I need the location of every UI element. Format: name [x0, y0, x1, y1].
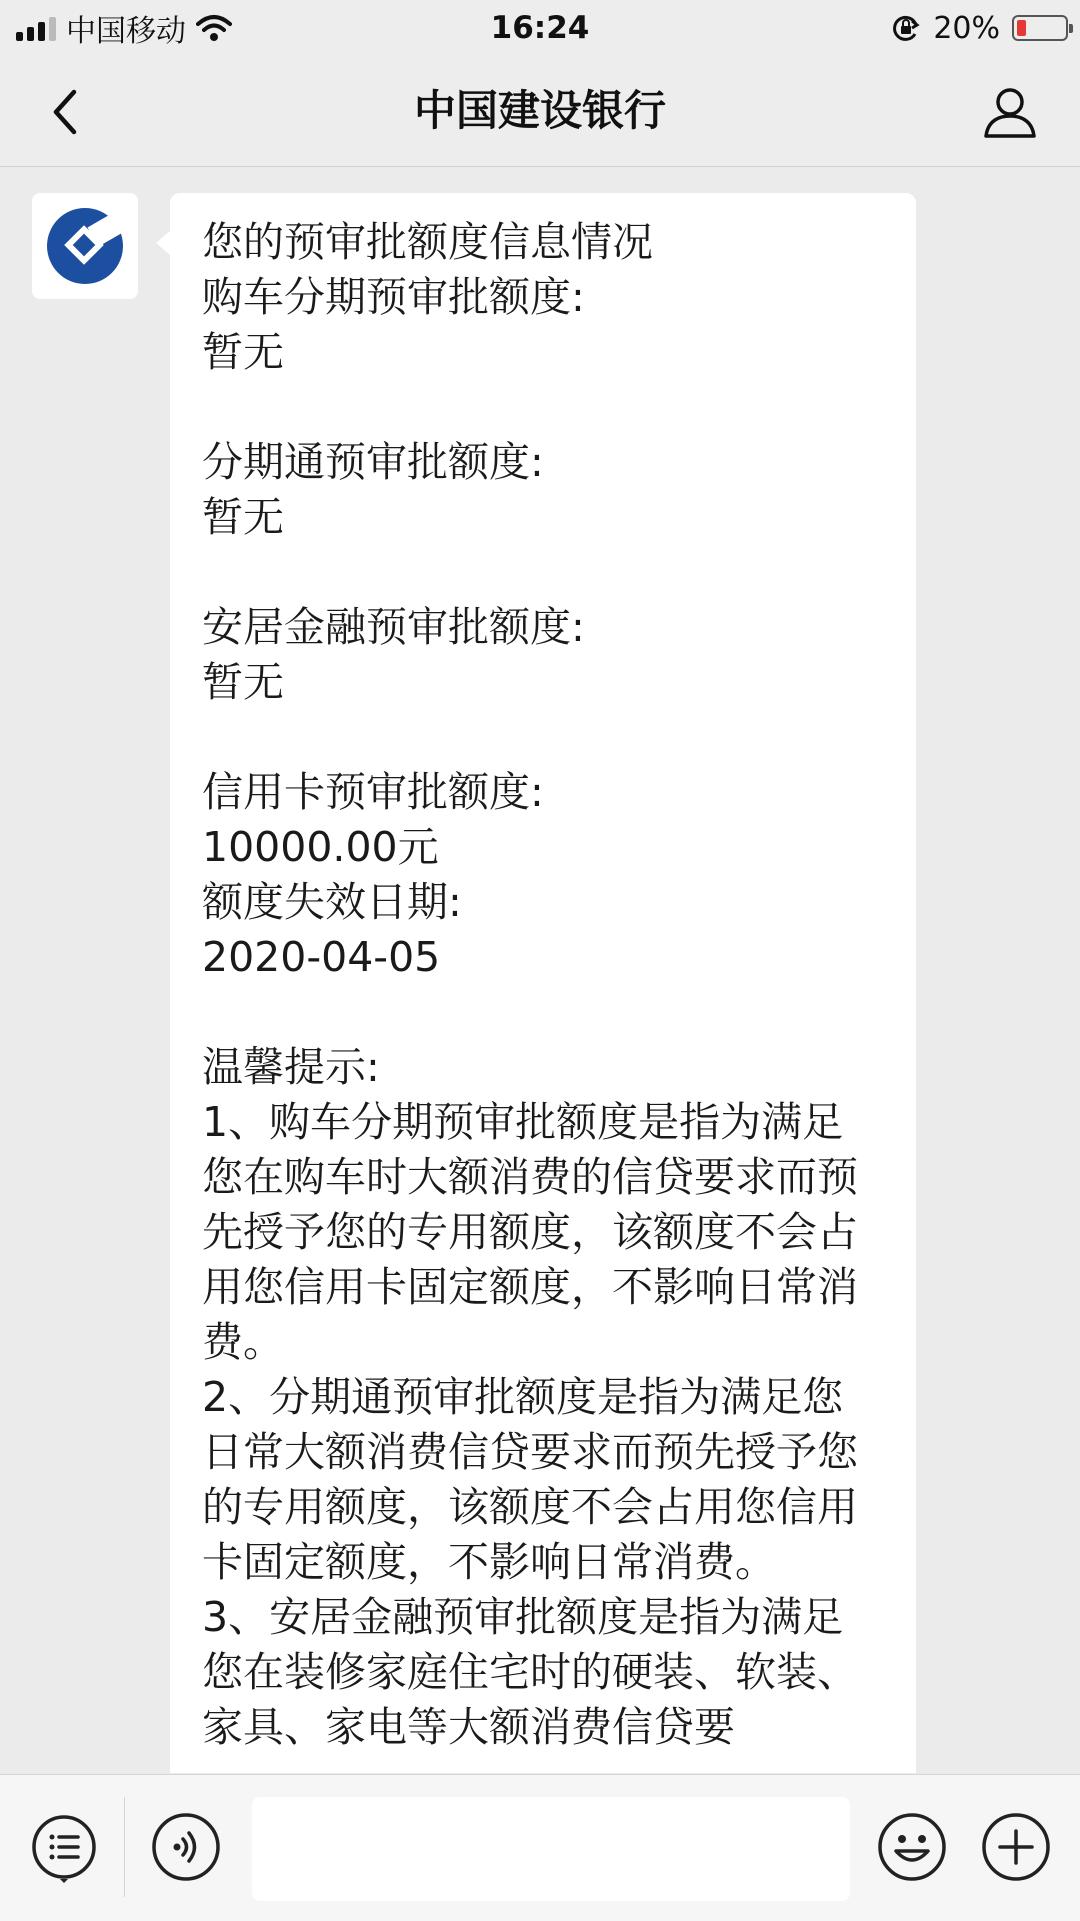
status-right: [891, 6, 1068, 50]
page-title: 中国建设银行: [413, 86, 666, 135]
emoji-icon[interactable]: [876, 1811, 948, 1883]
voice-icon[interactable]: [150, 1811, 222, 1883]
message-text: 您的预审批额度信息情况 购车分期预审批额度: 暂无 分期通预审批额度: 暂无 安居金融预审批额度: 暂无 信用卡预审批额度: 10000.00元 额度失效日期: 2020-04-05 温馨提示: 1、购车分期预审批额度是指为满足您在购车时大额消费的信贷要求而预先授予您的专用额度，该额度不会占用您信用卡固定额度，不影响日常消费。 2、分期通预审批额度是指为满足您日常大额消费信贷要求而预先授予您的专用额度，该额度不会占用您信用卡固定额度，不影响日常消费。 3、安居金融预审批额度是指为满足您在装修家庭住宅时的硬装、软装、家具、家电等大额消费信贷要: [202, 218, 858, 1751]
input-bar: [0, 1774, 1080, 1921]
chevron-left-icon[interactable]: [40, 84, 96, 140]
rotation-lock-icon: [891, 13, 921, 43]
menu-list-icon[interactable]: [28, 1811, 100, 1883]
battery-level: [1017, 20, 1026, 36]
status-bar: [0, 0, 1080, 56]
carrier-name: 中国移动: [66, 14, 186, 49]
nav-bar: [0, 56, 1080, 167]
avatar[interactable]: [32, 193, 138, 299]
person-icon[interactable]: [980, 82, 1040, 142]
ccb-logo: [43, 204, 127, 288]
chat-area[interactable]: [0, 167, 1080, 1773]
battery-percent: 20%: [933, 10, 1000, 46]
divider: [124, 1797, 125, 1897]
clock: 16:24: [490, 10, 590, 46]
plus-icon[interactable]: [980, 1811, 1052, 1883]
battery-icon: [1012, 15, 1068, 41]
message-bubble[interactable]: [170, 193, 916, 1773]
message-input[interactable]: [252, 1797, 850, 1901]
